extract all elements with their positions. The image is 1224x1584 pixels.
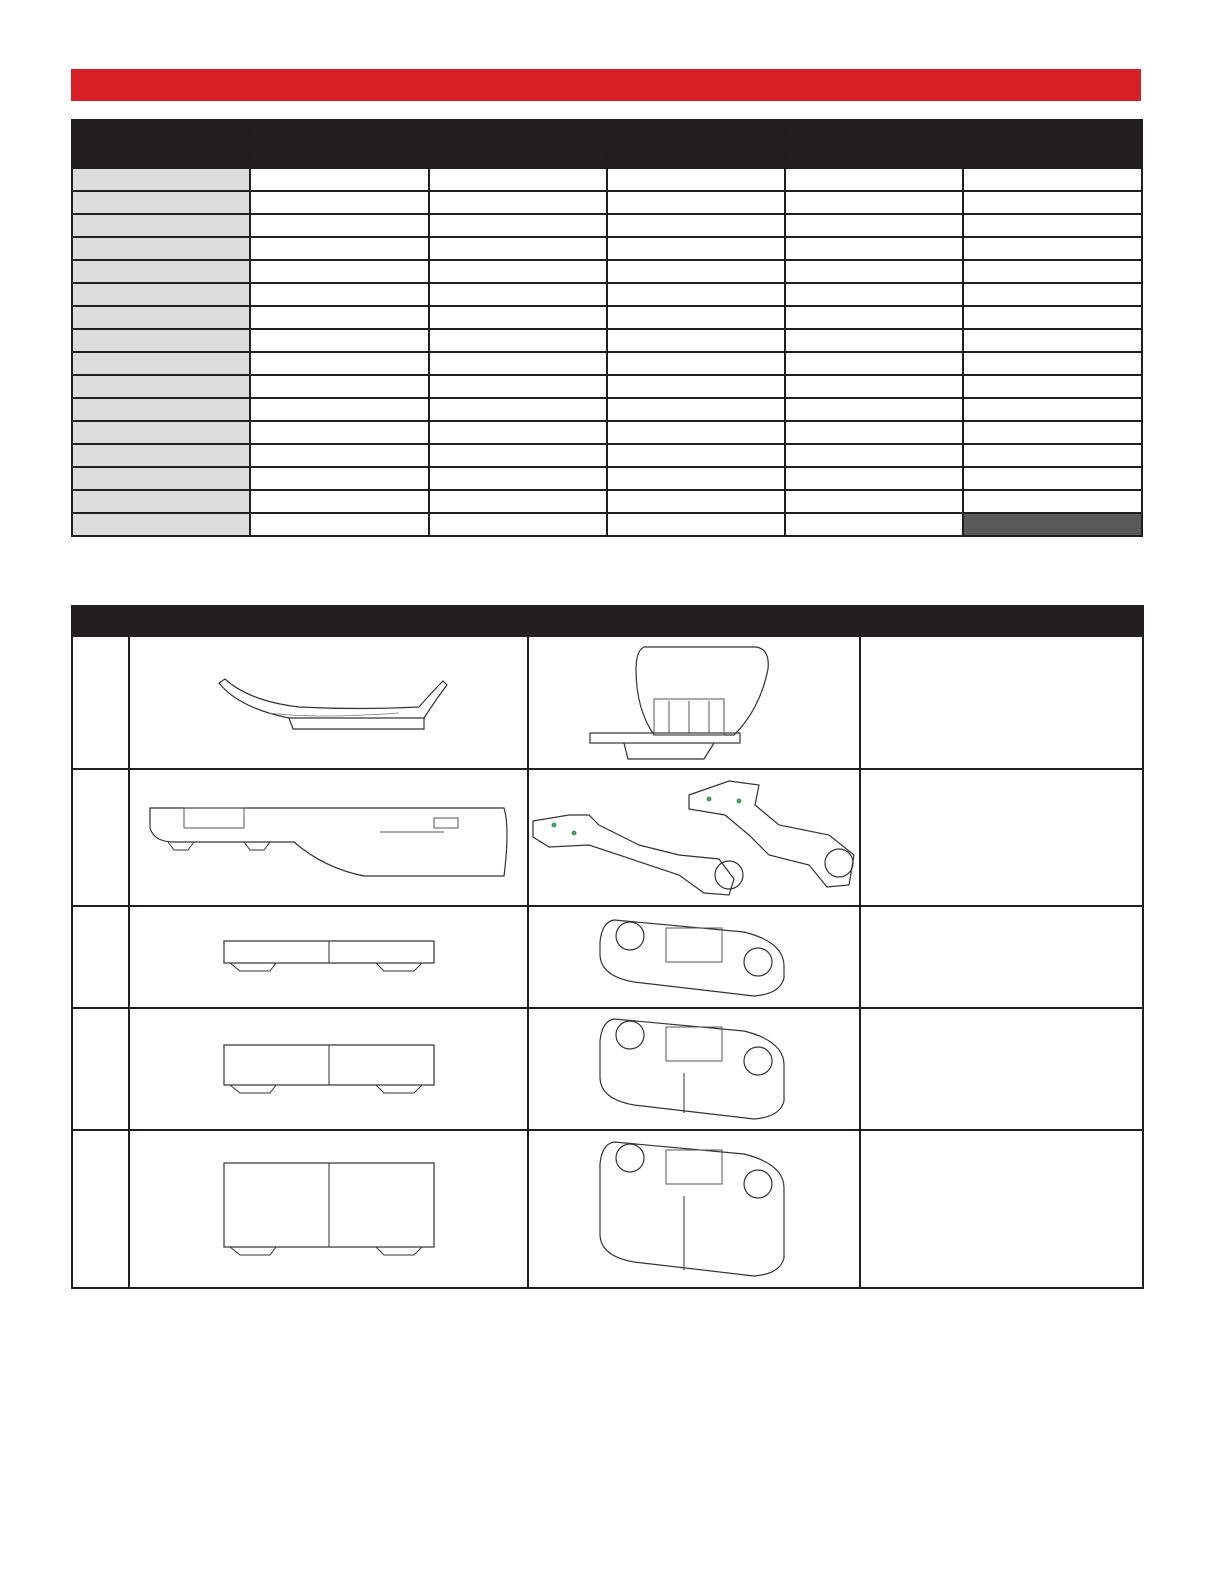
medium-riser-side-drawing: [222, 1041, 436, 1097]
spec-value-cell: [785, 168, 963, 191]
spec-value-cell: [785, 352, 963, 375]
spec-row: [72, 421, 1142, 444]
spec-row: [72, 191, 1142, 214]
short-riser-side-cell: [129, 906, 528, 1008]
spec-value-cell: [963, 398, 1142, 421]
parts-row: [72, 1130, 1143, 1288]
spec-value-cell: [429, 398, 607, 421]
spec-value-cell: [250, 260, 429, 283]
spec-value-cell: [250, 375, 429, 398]
spec-value-cell: [963, 237, 1142, 260]
spec-value-cell: [785, 214, 963, 237]
spec-value-cell: [963, 260, 1142, 283]
spec-value-cell: [607, 352, 785, 375]
spec-value-cell: [785, 375, 963, 398]
spec-header-cell: [963, 120, 1142, 144]
armrest-pad-iso-cell: [528, 636, 860, 769]
spec-row: [72, 306, 1142, 329]
spec-subheader-cell: [429, 144, 607, 168]
parts-table: [71, 605, 1144, 1289]
spec-subheader-cell: [963, 144, 1142, 168]
spec-row: [72, 283, 1142, 306]
spec-value-cell: [963, 444, 1142, 467]
spec-table: [71, 119, 1143, 537]
spec-value-cell: [785, 513, 963, 536]
spec-value-cell: [963, 513, 1142, 536]
spec-value-cell: [785, 490, 963, 513]
spec-value-cell: [429, 421, 607, 444]
spec-subheader-row: [72, 144, 1142, 168]
spec-value-cell: [785, 283, 963, 306]
parts-row: [72, 1008, 1143, 1130]
spec-row: [72, 168, 1142, 191]
spec-row-label-cell: [72, 352, 250, 375]
spec-row-label-cell: [72, 306, 250, 329]
spec-value-cell: [963, 214, 1142, 237]
spec-value-cell: [785, 191, 963, 214]
spec-value-cell: [785, 306, 963, 329]
spec-value-cell: [607, 444, 785, 467]
spec-value-cell: [429, 513, 607, 536]
spec-value-cell: [250, 191, 429, 214]
spec-value-cell: [607, 237, 785, 260]
spec-value-cell: [785, 444, 963, 467]
spec-value-cell: [963, 306, 1142, 329]
spec-value-cell: [429, 168, 607, 191]
medium-riser-desc-cell: [860, 1008, 1143, 1130]
spec-value-cell: [963, 490, 1142, 513]
spec-value-cell: [429, 490, 607, 513]
spec-value-cell: [607, 260, 785, 283]
spec-value-cell: [607, 168, 785, 191]
spec-value-cell: [607, 283, 785, 306]
spec-row: [72, 490, 1142, 513]
spec-value-cell: [963, 191, 1142, 214]
spec-value-cell: [429, 260, 607, 283]
spec-row-label-cell: [72, 375, 250, 398]
spec-value-cell: [607, 375, 785, 398]
spec-value-cell: [785, 237, 963, 260]
spec-value-cell: [250, 421, 429, 444]
header-banner: [71, 69, 1141, 101]
spec-value-cell: [429, 467, 607, 490]
spec-row: [72, 329, 1142, 352]
spec-row-label-cell: [72, 513, 250, 536]
spec-value-cell: [963, 168, 1142, 191]
spec-row-label-cell: [72, 444, 250, 467]
spec-row-label-cell: [72, 237, 250, 260]
spec-header-cell: [72, 120, 250, 144]
spec-value-cell: [607, 306, 785, 329]
medium-riser-isometric-drawing: [594, 1013, 794, 1125]
spec-row-label-cell: [72, 260, 250, 283]
armrest-bracket-iso-cell: [528, 769, 860, 906]
spec-header-group-cell: [250, 120, 785, 144]
spec-value-cell: [429, 352, 607, 375]
spec-value-cell: [785, 467, 963, 490]
parts-header-bar: [72, 606, 1143, 636]
spec-row: [72, 237, 1142, 260]
spec-value-cell: [963, 375, 1142, 398]
spec-subheader-cell: [607, 144, 785, 168]
spec-value-cell: [250, 467, 429, 490]
spec-subheader-cell: [250, 144, 429, 168]
spec-value-cell: [963, 283, 1142, 306]
spec-value-cell: [963, 329, 1142, 352]
spec-value-cell: [429, 283, 607, 306]
spec-value-cell: [607, 329, 785, 352]
spec-row-label-cell: [72, 398, 250, 421]
spec-value-cell: [429, 306, 607, 329]
parts-row-index-cell: [72, 1008, 129, 1130]
spec-value-cell: [250, 237, 429, 260]
spec-value-cell: [429, 329, 607, 352]
medium-riser-side-cell: [129, 1008, 528, 1130]
tall-riser-desc-cell: [860, 1130, 1143, 1288]
armrest-pad-side-drawing: [199, 663, 459, 743]
spec-row: [72, 467, 1142, 490]
spec-value-cell: [607, 214, 785, 237]
parts-row-index-cell: [72, 906, 129, 1008]
spec-value-cell: [429, 444, 607, 467]
spec-value-cell: [250, 513, 429, 536]
spec-value-cell: [429, 214, 607, 237]
spec-value-cell: [785, 329, 963, 352]
spec-subheader-cell: [72, 144, 250, 168]
parts-row-index-cell: [72, 1130, 129, 1288]
spec-subheader-cell: [785, 144, 963, 168]
spec-header-row: [72, 120, 1142, 144]
spec-value-cell: [250, 329, 429, 352]
spec-value-cell: [785, 398, 963, 421]
parts-row: [72, 906, 1143, 1008]
spec-value-cell: [250, 306, 429, 329]
armrest-pad-desc-cell: [860, 636, 1143, 769]
spec-row-label-cell: [72, 214, 250, 237]
spec-row-label-cell: [72, 467, 250, 490]
spec-value-cell: [963, 421, 1142, 444]
spec-value-cell: [607, 490, 785, 513]
parts-row-index-cell: [72, 769, 129, 906]
spec-value-cell: [607, 191, 785, 214]
spec-row: [72, 352, 1142, 375]
armrest-pad-isometric-drawing: [584, 639, 804, 767]
spec-row: [72, 375, 1142, 398]
tall-riser-side-drawing: [222, 1159, 436, 1259]
spec-row: [72, 513, 1142, 536]
spec-value-cell: [250, 352, 429, 375]
spec-value-cell: [250, 283, 429, 306]
spec-value-cell: [429, 191, 607, 214]
armrest-bracket-side-drawing: [144, 798, 514, 878]
spec-value-cell: [607, 467, 785, 490]
short-riser-isometric-drawing: [594, 912, 794, 1002]
spec-value-cell: [607, 421, 785, 444]
spec-value-cell: [963, 352, 1142, 375]
spec-row: [72, 444, 1142, 467]
tall-riser-side-cell: [129, 1130, 528, 1288]
spec-value-cell: [785, 421, 963, 444]
armrest-bracket-desc-cell: [860, 769, 1143, 906]
spec-row-label-cell: [72, 168, 250, 191]
spec-row-label-cell: [72, 329, 250, 352]
spec-value-cell: [963, 467, 1142, 490]
spec-row: [72, 214, 1142, 237]
short-riser-iso-cell: [528, 906, 860, 1008]
spec-value-cell: [429, 375, 607, 398]
spec-row-label-cell: [72, 421, 250, 444]
short-riser-side-drawing: [222, 937, 436, 977]
spec-row-label-cell: [72, 283, 250, 306]
spec-value-cell: [250, 490, 429, 513]
parts-row: [72, 636, 1143, 769]
short-riser-desc-cell: [860, 906, 1143, 1008]
spec-header-cell: [785, 120, 963, 144]
armrest-bracket-side-cell: [129, 769, 528, 906]
armrest-pad-side-cell: [129, 636, 528, 769]
medium-riser-iso-cell: [528, 1008, 860, 1130]
spec-value-cell: [250, 168, 429, 191]
parts-row-index-cell: [72, 636, 129, 769]
spec-row: [72, 398, 1142, 421]
spec-value-cell: [607, 513, 785, 536]
spec-value-cell: [250, 214, 429, 237]
spec-value-cell: [785, 260, 963, 283]
spec-value-cell: [250, 444, 429, 467]
tall-riser-iso-cell: [528, 1130, 860, 1288]
armrest-bracket-pair-isometric-drawing: [529, 775, 859, 900]
spec-value-cell: [250, 398, 429, 421]
spec-value-cell: [607, 398, 785, 421]
tall-riser-isometric-drawing: [594, 1136, 794, 1282]
spec-value-cell: [429, 237, 607, 260]
spec-row: [72, 260, 1142, 283]
spec-row-label-cell: [72, 490, 250, 513]
spec-row-label-cell: [72, 191, 250, 214]
parts-row: [72, 769, 1143, 906]
